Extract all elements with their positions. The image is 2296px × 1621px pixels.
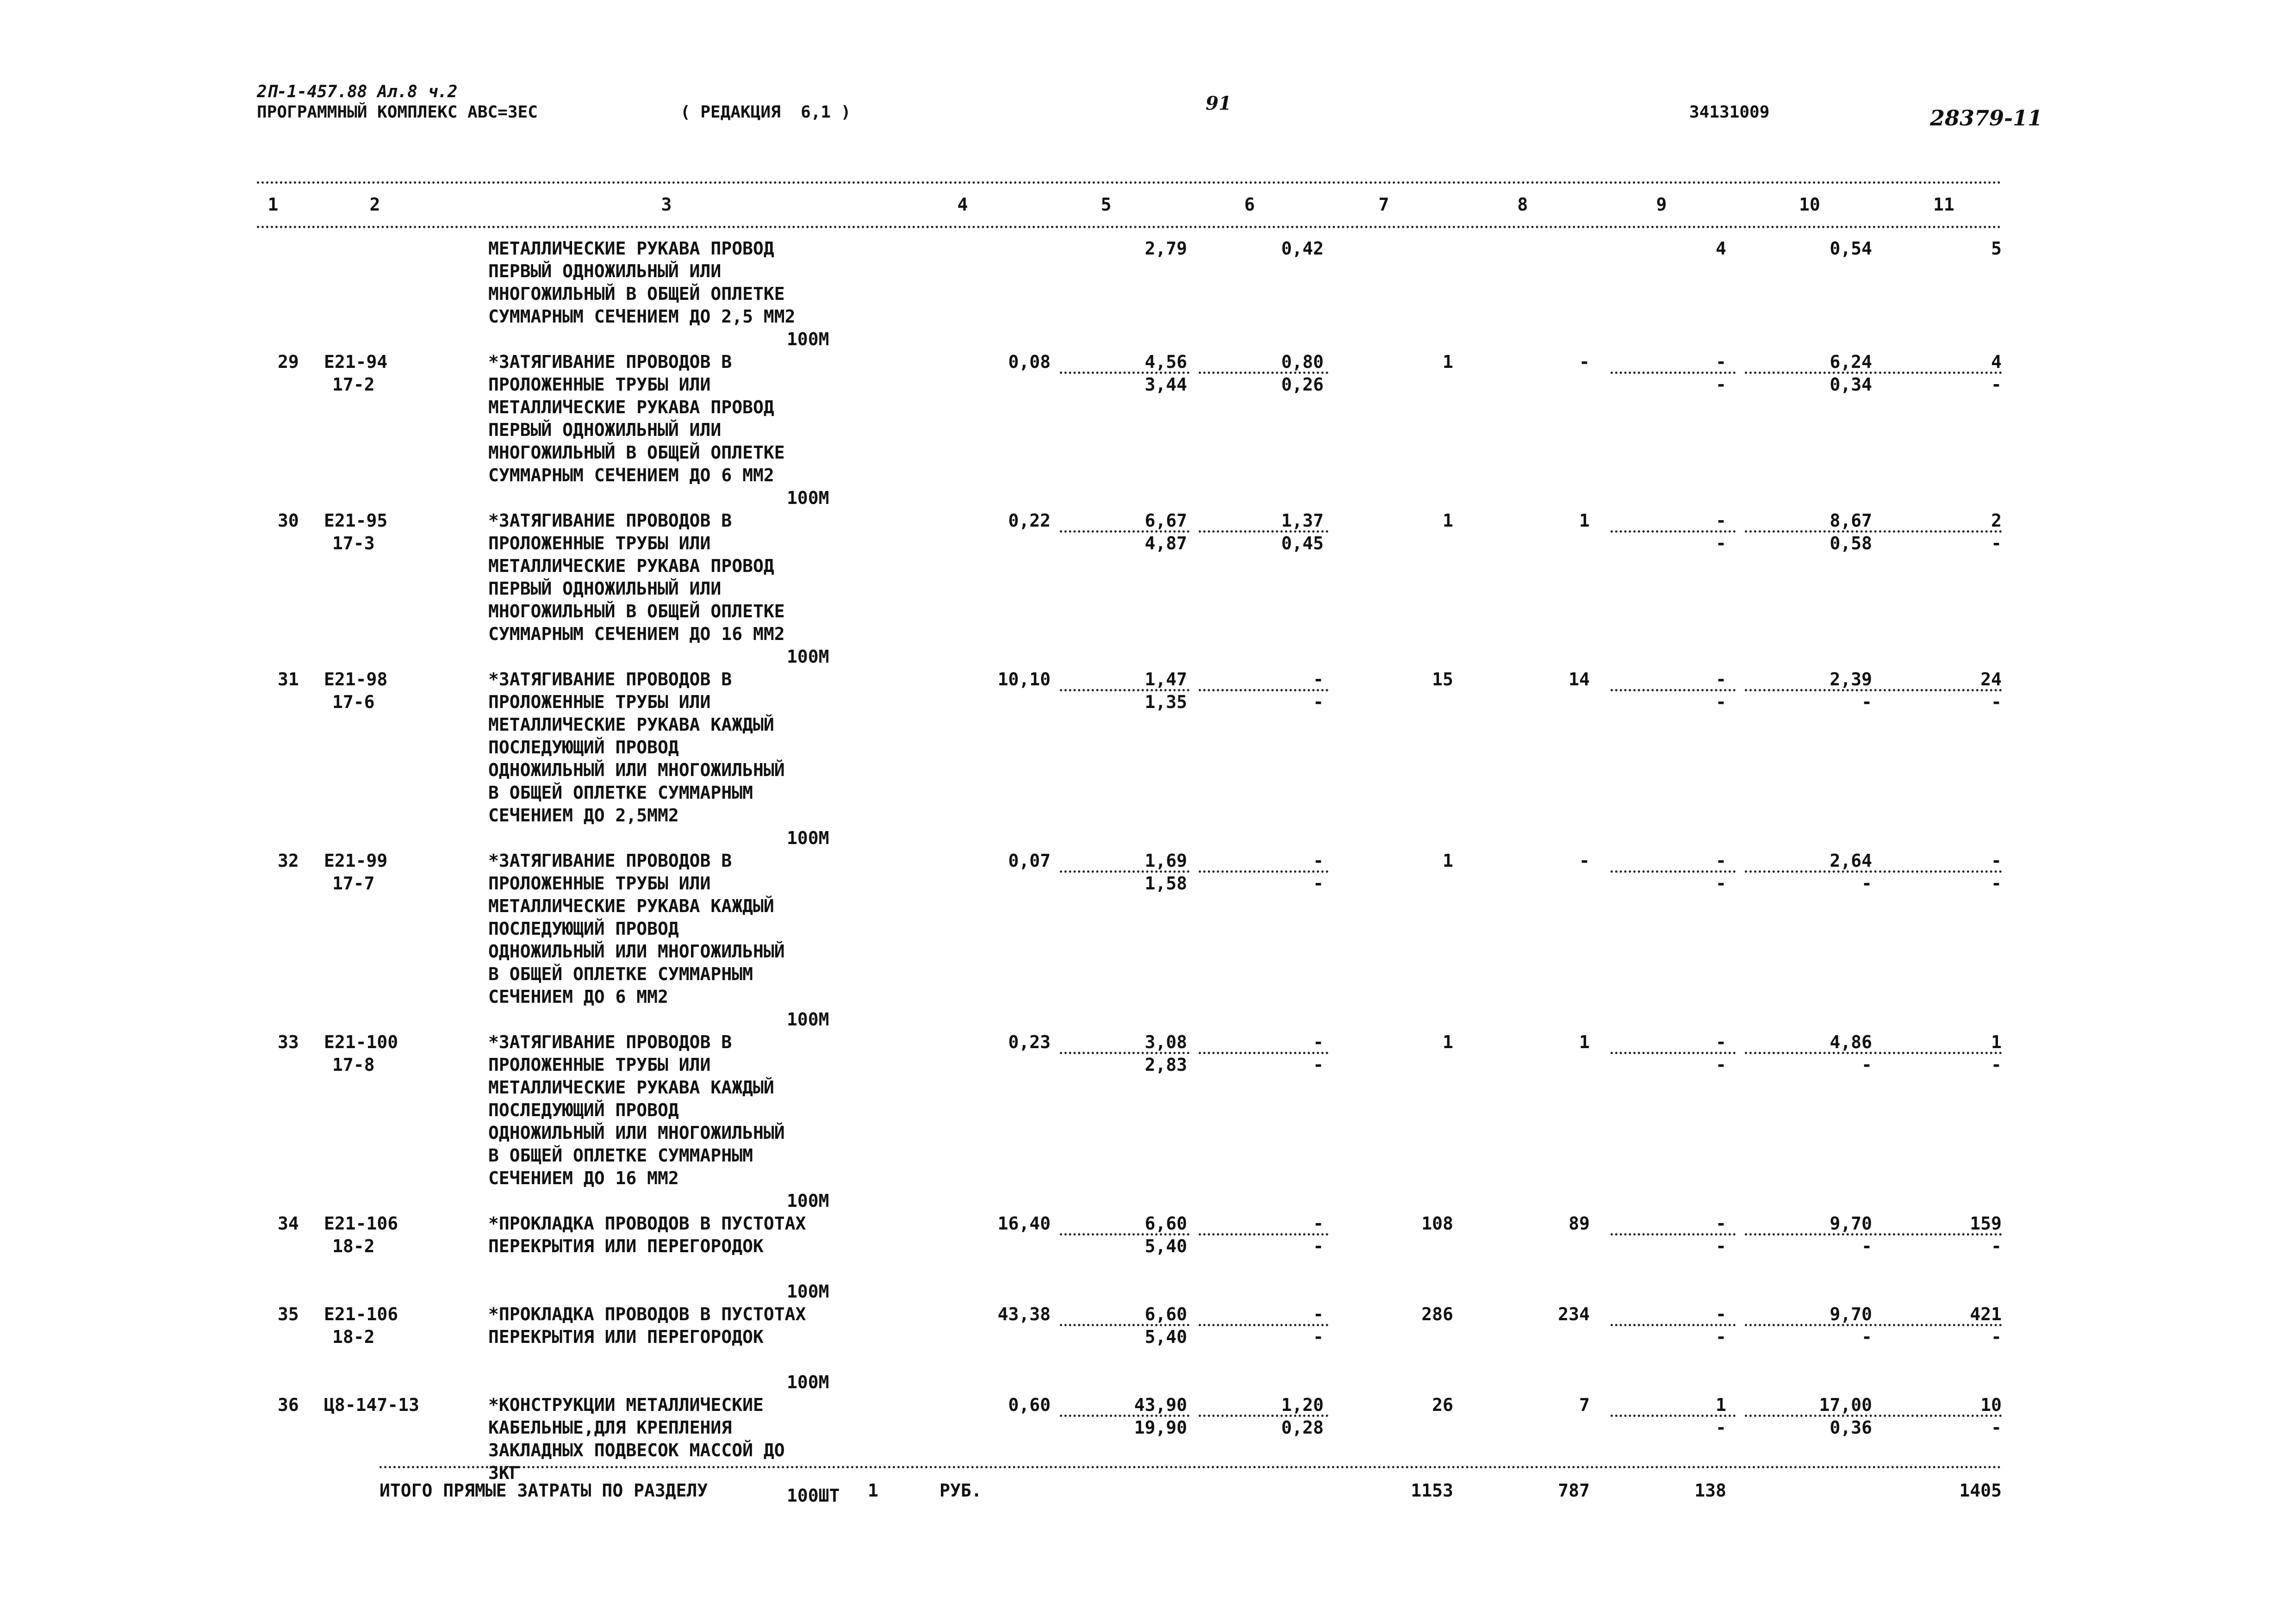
- description-line: В ОБЩЕЙ ОПЛЕТКЕ СУММАРНЫМ: [488, 783, 753, 803]
- row-code-sub: 17-6: [332, 692, 375, 712]
- row-number: 36: [278, 1395, 299, 1415]
- cell-col-11: 24: [1980, 669, 2002, 689]
- cell-col-9-lower: -: [1716, 374, 1726, 395]
- cell-col-5-lower: 2,83: [1145, 1055, 1187, 1075]
- description-line: СЕЧЕНИЕМ ДО 2,5ММ2: [488, 805, 679, 826]
- description-line: ПРОЛОЖЕННЫЕ ТРУБЫ ИЛИ: [488, 374, 711, 395]
- cell-col-8: 1: [1579, 510, 1590, 531]
- cell-col-11: 1: [1991, 1032, 2002, 1052]
- row-number: 35: [278, 1304, 299, 1324]
- cell-col-10-lower: -: [1861, 1327, 1872, 1347]
- cell-col-11: -: [1991, 851, 2002, 871]
- cell-col-11: 4: [1991, 352, 2002, 372]
- description-line: ПЕРЕКРЫТИЯ ИЛИ ПЕРЕГОРОДОК: [488, 1327, 764, 1347]
- description-line: ПЕРЕКРЫТИЯ ИЛИ ПЕРЕГОРОДОК: [488, 1236, 764, 1256]
- cell-col-5: 43,90: [1134, 1395, 1187, 1415]
- column-header-6: 6: [1244, 194, 1255, 215]
- cell-col-5: 6,60: [1145, 1304, 1187, 1324]
- description-line: *ПРОКЛАДКА ПРОВОДОВ В ПУСТОТАХ: [488, 1213, 806, 1234]
- cell-col-8: 1: [1579, 1032, 1590, 1052]
- cell-col-6: -: [1313, 851, 1324, 871]
- cell-col-6: 1,20: [1281, 1395, 1324, 1415]
- cell-col-7: 26: [1432, 1395, 1453, 1415]
- row-code: Е21-98: [324, 669, 388, 689]
- cell-col-5-lower: 1,58: [1145, 873, 1187, 894]
- cell-col-11: 5: [1991, 238, 2002, 259]
- cell-col-7: 15: [1432, 669, 1453, 689]
- row-code-sub: 17-2: [332, 374, 375, 395]
- total-section: 1: [868, 1480, 878, 1501]
- total-col-8: 787: [1558, 1480, 1590, 1501]
- description-line: МЕТАЛЛИЧЕСКИЕ РУКАВА КАЖДЫЙ: [488, 896, 774, 916]
- description-line: СУММАРНЫМ СЕЧЕНИЕМ ДО 6 ММ2: [488, 465, 774, 485]
- cell-col-4: 0,60: [1008, 1395, 1051, 1415]
- description-line: ПРОЛОЖЕННЫЕ ТРУБЫ ИЛИ: [488, 1055, 711, 1075]
- cell-col-10: 9,70: [1829, 1213, 1872, 1234]
- cell-col-11-lower: -: [1991, 1236, 2002, 1256]
- cell-col-10: 9,70: [1829, 1304, 1872, 1324]
- row-number: 33: [278, 1032, 299, 1052]
- cell-col-9-lower: -: [1716, 873, 1726, 894]
- unit-label: 100М: [787, 1372, 829, 1392]
- cell-col-5: 6,67: [1145, 510, 1187, 531]
- cell-col-5-lower: 1,35: [1145, 692, 1187, 712]
- total-label: ИТОГО ПРЯМЫЕ ЗАТРАТЫ ПО РАЗДЕЛУ: [380, 1480, 708, 1501]
- cell-col-6: -: [1313, 1304, 1324, 1324]
- cell-col-5: 4,56: [1145, 352, 1187, 372]
- cell-col-9-lower: -: [1716, 1327, 1726, 1347]
- cell-col-6: -: [1313, 669, 1324, 689]
- cell-col-5-lower: 3,44: [1145, 374, 1187, 395]
- description-line: *ЗАТЯГИВАНИЕ ПРОВОДОВ В: [488, 1032, 732, 1052]
- cell-col-10: 4,86: [1829, 1032, 1872, 1052]
- description-line: *ЗАТЯГИВАНИЕ ПРОВОДОВ В: [488, 669, 732, 689]
- cell-col-11: 421: [1970, 1304, 2002, 1324]
- cell-col-9: 1: [1716, 1395, 1726, 1415]
- cell-col-6-lower: -: [1313, 873, 1324, 894]
- total-col-7: 1153: [1411, 1480, 1453, 1501]
- row-code: Е21-100: [324, 1032, 398, 1052]
- cell-col-5-lower: 4,87: [1145, 533, 1187, 553]
- cell-col-4: 0,22: [1008, 510, 1051, 531]
- row-code-sub: 17-7: [332, 873, 375, 894]
- document-reference: 2П-1-457.88 Ал.8 ч.2: [257, 82, 458, 101]
- cell-col-6-lower: 0,45: [1281, 533, 1324, 553]
- cell-col-9: -: [1716, 1213, 1726, 1234]
- cell-col-5: 2,79: [1145, 238, 1187, 259]
- description-line: В ОБЩЕЙ ОПЛЕТКЕ СУММАРНЫМ: [488, 964, 753, 984]
- cell-col-10: 17,00: [1819, 1395, 1872, 1415]
- description-line: ОДНОЖИЛЬНЫЙ ИЛИ МНОГОЖИЛЬНЫЙ: [488, 760, 785, 780]
- cell-col-6: 0,80: [1281, 352, 1324, 372]
- description-line: В ОБЩЕЙ ОПЛЕТКЕ СУММАРНЫМ: [488, 1145, 753, 1166]
- cell-col-11-lower: -: [1991, 692, 2002, 712]
- cell-col-10: 8,67: [1829, 510, 1872, 531]
- unit-label: 100М: [787, 329, 829, 349]
- row-code-sub: 18-2: [332, 1327, 375, 1347]
- row-code: Е21-94: [324, 352, 388, 372]
- row-number: 30: [278, 510, 299, 531]
- column-header-3: 3: [661, 194, 672, 215]
- cell-col-5-lower: 5,40: [1145, 1327, 1187, 1347]
- cell-col-6: 1,37: [1281, 510, 1324, 531]
- total-rule: [380, 1466, 2002, 1468]
- cell-col-7: 286: [1421, 1304, 1453, 1324]
- description-line: СЕЧЕНИЕМ ДО 16 ММ2: [488, 1168, 679, 1188]
- cell-col-6-lower: -: [1313, 692, 1324, 712]
- cell-col-6-lower: 0,28: [1281, 1417, 1324, 1438]
- cell-col-7: 1: [1443, 1032, 1453, 1052]
- column-header-9: 9: [1656, 194, 1667, 215]
- document-code: 34131009: [1689, 103, 1770, 122]
- description-line: ПРОЛОЖЕННЫЕ ТРУБЫ ИЛИ: [488, 692, 711, 712]
- description-line: МЕТАЛЛИЧЕСКИЕ РУКАВА ПРОВОД: [488, 238, 774, 259]
- cell-col-5-lower: 5,40: [1145, 1236, 1187, 1256]
- program-title: ПРОГРАММНЫЙ КОМПЛЕКС АВС=ЗЕС: [257, 103, 538, 122]
- cell-col-9-lower: -: [1716, 692, 1726, 712]
- description-line: ОДНОЖИЛЬНЫЙ ИЛИ МНОГОЖИЛЬНЫЙ: [488, 1123, 785, 1143]
- unit-label: 100М: [787, 1009, 829, 1030]
- description-line: СУММАРНЫМ СЕЧЕНИЕМ ДО 16 ММ2: [488, 624, 785, 644]
- description-line: 3КГ: [488, 1463, 520, 1483]
- page-number: 91: [1206, 93, 1232, 114]
- cell-col-8: 234: [1558, 1304, 1590, 1324]
- cell-col-10: 2,64: [1829, 851, 1872, 871]
- cell-col-10: 2,39: [1829, 669, 1872, 689]
- cell-col-5: 6,60: [1145, 1213, 1187, 1234]
- column-header-2: 2: [369, 194, 380, 215]
- cell-col-4: 0,23: [1008, 1032, 1051, 1052]
- total-currency: РУБ.: [940, 1480, 982, 1501]
- cell-col-9-lower: -: [1716, 1055, 1726, 1075]
- description-line: МЕТАЛЛИЧЕСКИЕ РУКАВА КАЖДЫЙ: [488, 1077, 774, 1098]
- description-line: МНОГОЖИЛЬНЫЙ В ОБЩЕЙ ОПЛЕТКЕ: [488, 601, 785, 621]
- column-header-7: 7: [1378, 194, 1389, 215]
- column-header-rule: [257, 226, 2002, 228]
- table-top-rule: [257, 181, 2002, 184]
- cell-col-9-lower: -: [1716, 1236, 1726, 1256]
- cell-col-9: -: [1716, 510, 1726, 531]
- description-line: КАБЕЛЬНЫЕ,ДЛЯ КРЕПЛЕНИЯ: [488, 1417, 732, 1438]
- cell-col-5-lower: 19,90: [1134, 1417, 1187, 1438]
- description-line: МЕТАЛЛИЧЕСКИЕ РУКАВА КАЖДЫЙ: [488, 714, 774, 735]
- description-line: ОДНОЖИЛЬНЫЙ ИЛИ МНОГОЖИЛЬНЫЙ: [488, 941, 785, 962]
- cell-col-11: 2: [1991, 510, 2002, 531]
- cell-col-10-lower: 0,58: [1829, 533, 1872, 553]
- cell-col-10-lower: -: [1861, 692, 1872, 712]
- row-code-sub: 17-8: [332, 1055, 375, 1075]
- unit-label: 100М: [787, 828, 829, 848]
- row-code: Е21-99: [324, 851, 388, 871]
- row-number: 31: [278, 669, 299, 689]
- cell-col-9: -: [1716, 352, 1726, 372]
- cell-col-4: 43,38: [997, 1304, 1051, 1324]
- cell-col-9: -: [1716, 851, 1726, 871]
- column-header-1: 1: [268, 194, 279, 215]
- description-line: ПОСЛЕДУЮЩИЙ ПРОВОД: [488, 1100, 679, 1120]
- description-line: *ЗАТЯГИВАНИЕ ПРОВОДОВ В: [488, 510, 732, 531]
- row-code-sub: 18-2: [332, 1236, 375, 1256]
- column-header-11: 11: [1933, 194, 1954, 215]
- description-line: ПЕРВЫЙ ОДНОЖИЛЬНЫЙ ИЛИ: [488, 261, 722, 281]
- cell-col-6-lower: -: [1313, 1055, 1324, 1075]
- row-code: Е21-106: [324, 1213, 398, 1234]
- total-col-11: 1405: [1959, 1480, 2002, 1501]
- cell-col-11-lower: -: [1991, 1417, 2002, 1438]
- cell-col-8: -: [1579, 352, 1590, 372]
- unit-label: 100М: [787, 1191, 829, 1211]
- cell-col-4: 10,10: [997, 669, 1051, 689]
- cell-col-11: 10: [1980, 1395, 2002, 1415]
- cell-col-10: 6,24: [1829, 352, 1872, 372]
- description-line: ЗАКЛАДНЫХ ПОДВЕСОК МАССОЙ ДО: [488, 1440, 785, 1460]
- cell-col-5: 3,08: [1145, 1032, 1187, 1052]
- cell-col-7: 1: [1443, 510, 1453, 531]
- cell-col-7: 1: [1443, 352, 1453, 372]
- cell-col-6-lower: -: [1313, 1327, 1324, 1347]
- cell-col-6-lower: 0,26: [1281, 374, 1324, 395]
- cell-col-5: 1,47: [1145, 669, 1187, 689]
- cell-col-6-lower: -: [1313, 1236, 1324, 1256]
- description-line: МНОГОЖИЛЬНЫЙ В ОБЩЕЙ ОПЛЕТКЕ: [488, 442, 785, 463]
- cell-col-8: -: [1579, 851, 1590, 871]
- description-line: ПОСЛЕДУЮЩИЙ ПРОВОД: [488, 737, 679, 758]
- unit-label: 100М: [787, 646, 829, 667]
- cell-col-5: 1,69: [1145, 851, 1187, 871]
- description-line: ПОСЛЕДУЮЩИЙ ПРОВОД: [488, 919, 679, 939]
- cell-col-10-lower: -: [1861, 1055, 1872, 1075]
- description-line: *ЗАТЯГИВАНИЕ ПРОВОДОВ В: [488, 851, 732, 871]
- row-code: Е21-95: [324, 510, 388, 531]
- description-line: ПРОЛОЖЕННЫЕ ТРУБЫ ИЛИ: [488, 533, 711, 553]
- column-header-4: 4: [957, 194, 968, 215]
- row-number: 34: [278, 1213, 299, 1234]
- cell-col-7: 108: [1421, 1213, 1453, 1234]
- cell-col-8: 7: [1579, 1395, 1590, 1415]
- cell-col-6: -: [1313, 1213, 1324, 1234]
- description-line: СЕЧЕНИЕМ ДО 6 ММ2: [488, 987, 668, 1007]
- cell-col-6: -: [1313, 1032, 1324, 1052]
- cell-col-10-lower: -: [1861, 1236, 1872, 1256]
- cell-col-10-lower: -: [1861, 873, 1872, 894]
- cell-col-9: -: [1716, 669, 1726, 689]
- cell-col-9: -: [1716, 1304, 1726, 1324]
- cell-col-4: 16,40: [997, 1213, 1051, 1234]
- description-line: МЕТАЛЛИЧЕСКИЕ РУКАВА ПРОВОД: [488, 556, 774, 576]
- unit-label: 100ШТ: [787, 1485, 840, 1506]
- description-line: *ПРОКЛАДКА ПРОВОДОВ В ПУСТОТАХ: [488, 1304, 806, 1324]
- description-line: МНОГОЖИЛЬНЫЙ В ОБЩЕЙ ОПЛЕТКЕ: [488, 284, 785, 304]
- cell-col-9: 4: [1716, 238, 1726, 259]
- cell-col-10-lower: 0,36: [1829, 1417, 1872, 1438]
- row-code: Ц8-147-13: [324, 1395, 419, 1415]
- row-number: 32: [278, 851, 299, 871]
- description-line: *КОНСТРУКЦИИ МЕТАЛЛИЧЕСКИЕ: [488, 1395, 764, 1415]
- cell-col-11-lower: -: [1991, 1055, 2002, 1075]
- column-header-5: 5: [1101, 194, 1112, 215]
- row-code: Е21-106: [324, 1304, 398, 1324]
- cell-col-11-lower: -: [1991, 873, 2002, 894]
- column-header-10: 10: [1799, 194, 1820, 215]
- cell-col-9: -: [1716, 1032, 1726, 1052]
- unit-label: 100М: [787, 1281, 829, 1302]
- cell-col-10-lower: 0,34: [1829, 374, 1872, 395]
- total-col-9: 138: [1694, 1480, 1726, 1501]
- cell-col-9-lower: -: [1716, 533, 1726, 553]
- cell-col-11-lower: -: [1991, 533, 2002, 553]
- cell-col-11-lower: -: [1991, 374, 2002, 395]
- cell-col-8: 14: [1568, 669, 1590, 689]
- cell-col-11-lower: -: [1991, 1327, 2002, 1347]
- row-code-sub: 17-3: [332, 533, 375, 553]
- description-line: МЕТАЛЛИЧЕСКИЕ РУКАВА ПРОВОД: [488, 397, 774, 417]
- description-line: ПЕРВЫЙ ОДНОЖИЛЬНЫЙ ИЛИ: [488, 420, 722, 440]
- description-line: СУММАРНЫМ СЕЧЕНИЕМ ДО 2,5 ММ2: [488, 306, 796, 327]
- description-line: ПЕРВЫЙ ОДНОЖИЛЬНЫЙ ИЛИ: [488, 578, 722, 599]
- cell-col-7: 1: [1443, 851, 1453, 871]
- cell-col-9-lower: -: [1716, 1417, 1726, 1438]
- cell-col-8: 89: [1568, 1213, 1590, 1234]
- cell-col-4: 0,08: [1008, 352, 1051, 372]
- cell-col-4: 0,07: [1008, 851, 1051, 871]
- cell-col-10: 0,54: [1829, 238, 1872, 259]
- row-number: 29: [278, 352, 299, 372]
- description-line: ПРОЛОЖЕННЫЕ ТРУБЫ ИЛИ: [488, 873, 711, 894]
- description-line: *ЗАТЯГИВАНИЕ ПРОВОДОВ В: [488, 352, 732, 372]
- handwritten-stamp: 28379-11: [1930, 106, 2043, 130]
- cell-col-11: 159: [1970, 1213, 2002, 1234]
- cell-col-6: 0,42: [1281, 238, 1324, 259]
- column-header-8: 8: [1517, 194, 1528, 215]
- unit-label: 100М: [787, 488, 829, 508]
- program-edition: ( РЕДАКЦИЯ 6,1 ): [680, 103, 851, 122]
